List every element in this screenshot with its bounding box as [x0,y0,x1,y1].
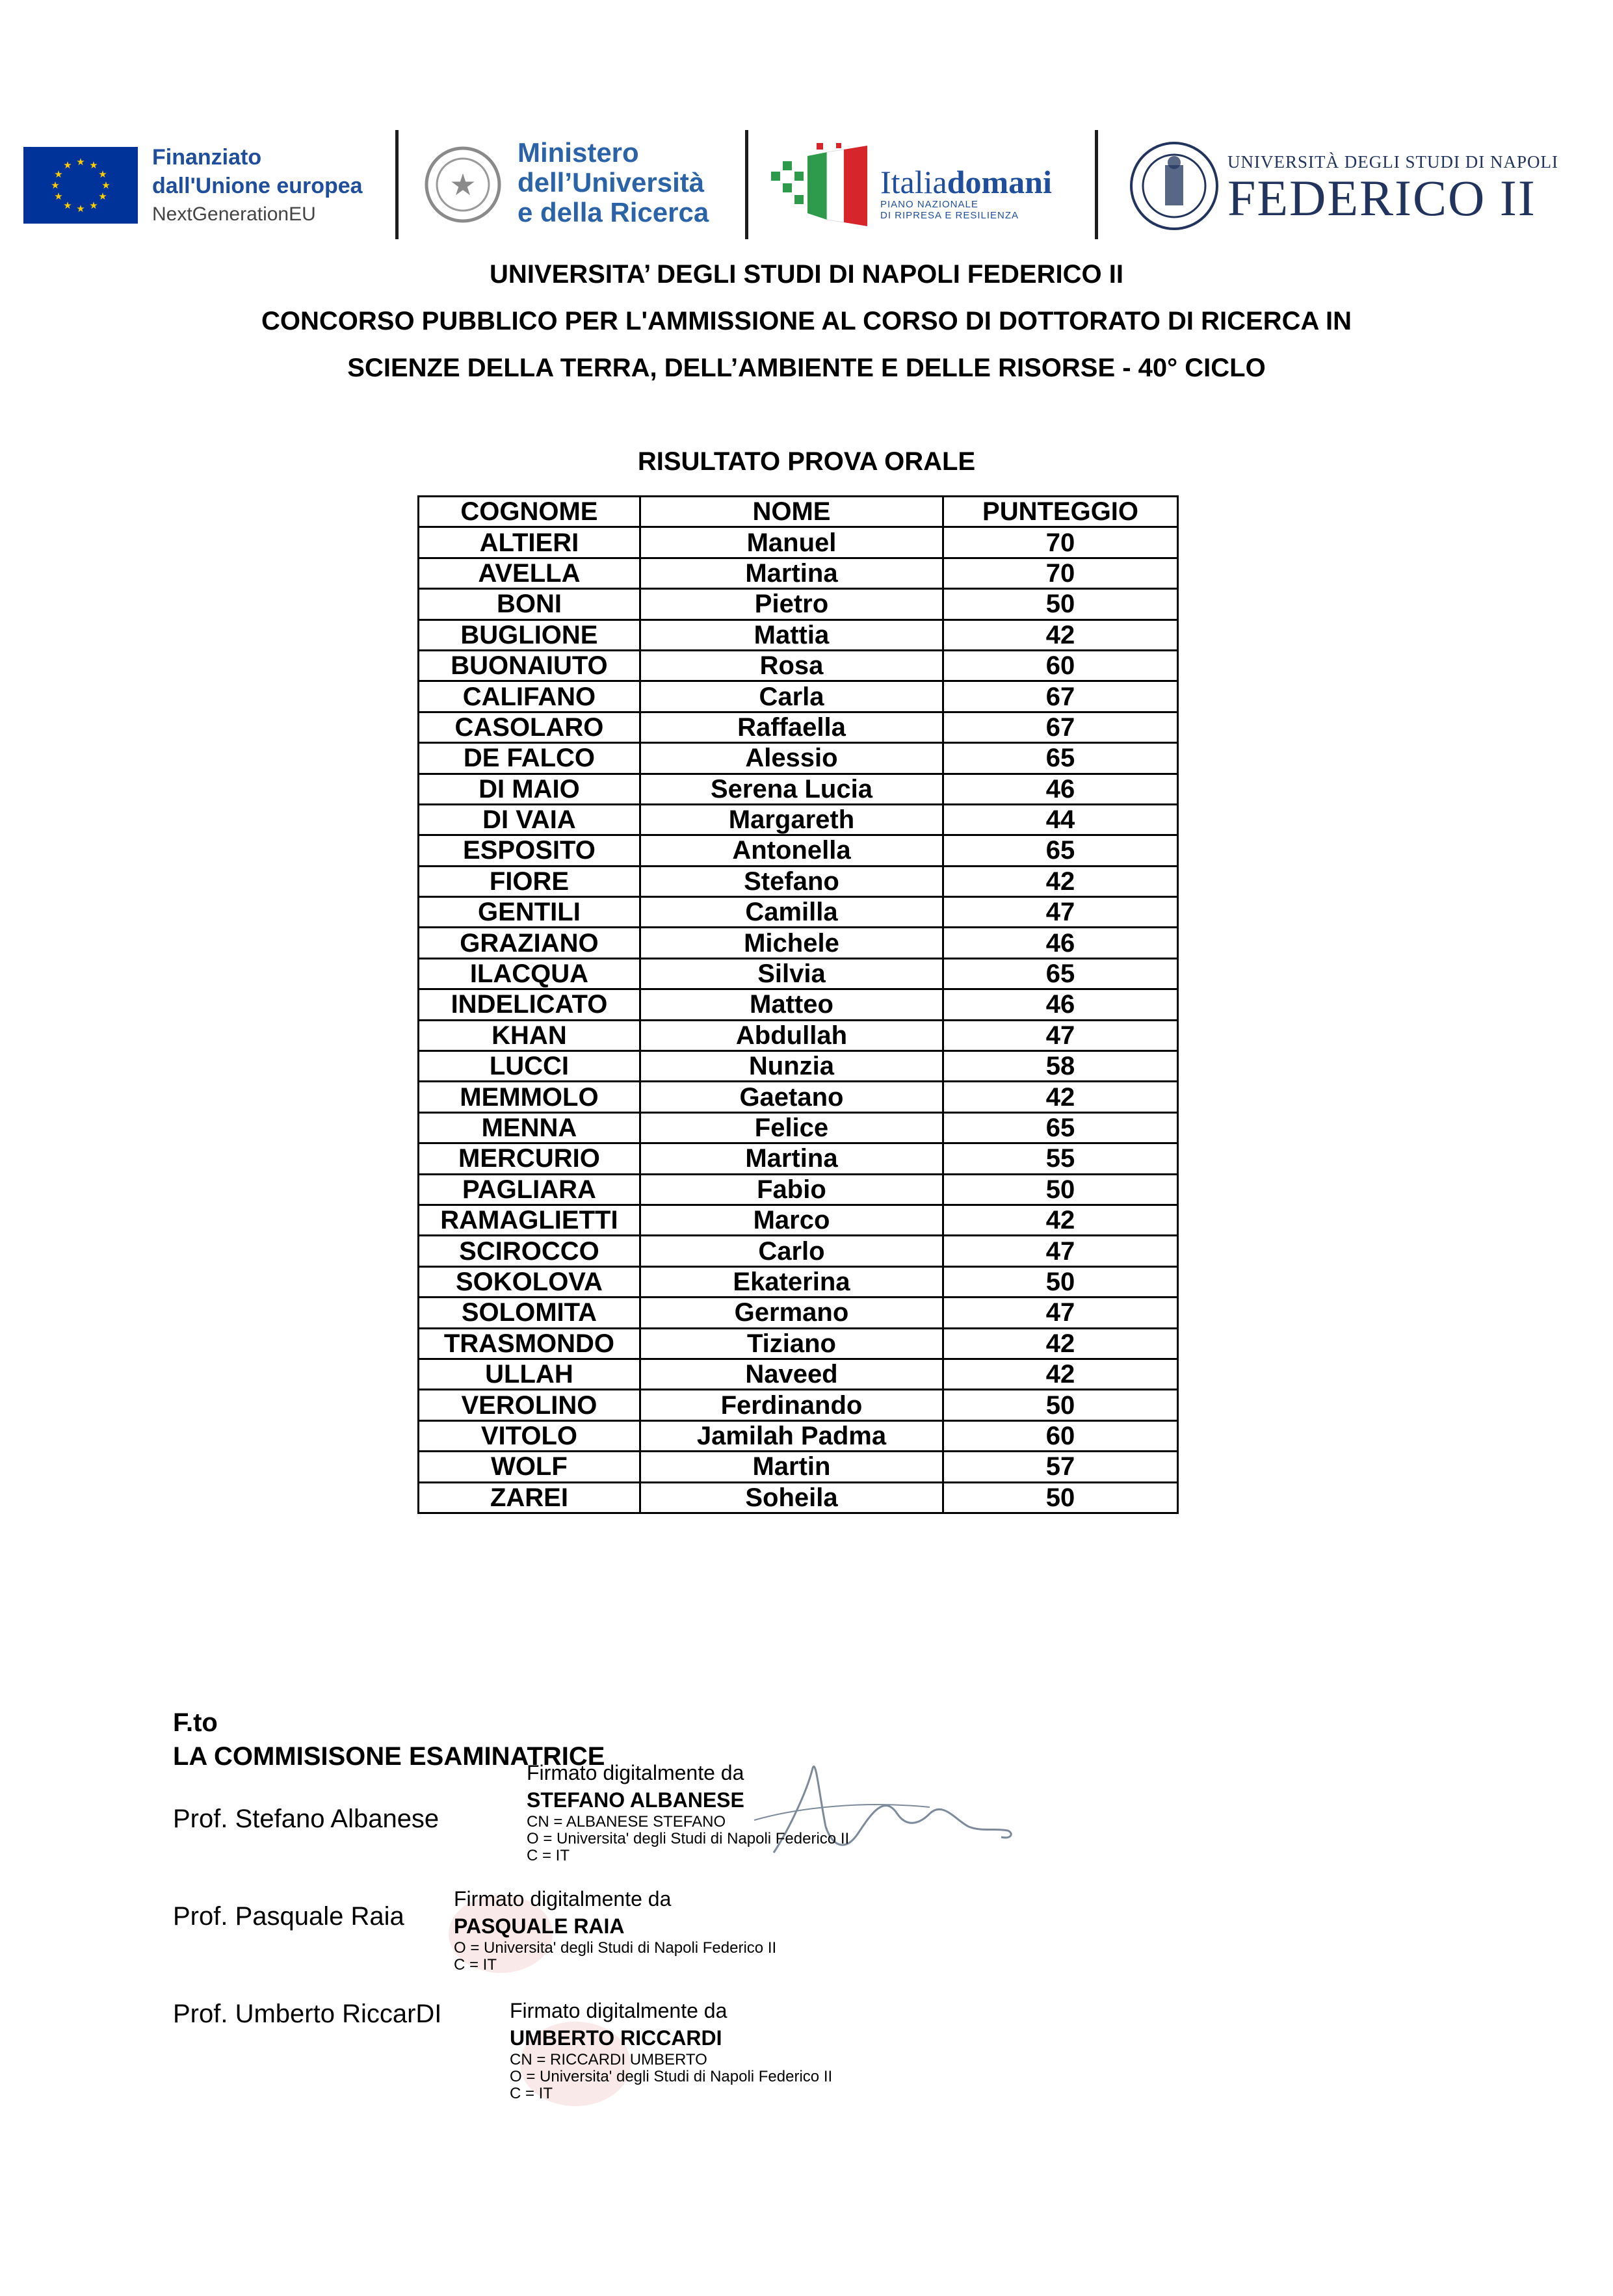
cell-nome: Martina [640,558,943,588]
cell-cognome: CALIFANO [419,681,640,712]
cell-cognome: SOKOLOVA [419,1266,640,1297]
eu-flag-icon [23,147,138,224]
table-row [419,1051,1178,1082]
cell-cognome: AVELLA [419,558,640,588]
ministry-text-line3: e della Ricerca [518,197,709,228]
cell-cognome: BUGLIONE [419,620,640,650]
table-row [419,1390,1178,1420]
cell-punteggio: 46 [943,928,1178,958]
cell-cognome: DI VAIA [419,804,640,835]
table-row [419,1236,1178,1266]
cell-punteggio: 58 [943,1051,1178,1082]
cell-punteggio: 70 [943,527,1178,558]
cell-nome: Ekaterina [640,1266,943,1297]
signature-detail: CN = ALBANESE STEFANO [527,1813,726,1831]
cell-punteggio: 55 [943,1143,1178,1174]
logo-divider [745,130,748,239]
cell-nome: Felice [640,1112,943,1143]
cell-nome: Pietro [640,589,943,620]
table-row [419,1082,1178,1112]
svg-text:★: ★ [76,203,85,215]
cell-nome: Carlo [640,1236,943,1266]
cell-nome: Camilla [640,897,943,928]
cell-cognome: SCIROCCO [419,1236,640,1266]
member-name: Prof. Stefano Albanese [173,1805,439,1833]
logo-divider [1095,130,1098,239]
cell-nome: Carla [640,681,943,712]
cell-punteggio: 60 [943,1420,1178,1451]
header-cognome: COGNOME [419,497,640,527]
signature-lead: Firmato digitalmente da [510,1999,728,2022]
cell-punteggio: 65 [943,835,1178,866]
eu-text-line3: NextGenerationEU [152,203,316,225]
cell-cognome: ULLAH [419,1359,640,1389]
cell-nome: Michele [640,928,943,958]
cell-nome: Fabio [640,1174,943,1205]
svg-text:★: ★ [101,179,111,191]
table-header-row [419,497,1178,527]
cell-nome: Martina [640,1143,943,1174]
cell-cognome: BONI [419,589,640,620]
results-table [417,495,1179,1514]
cell-cognome: INDELICATO [419,989,640,1020]
cell-punteggio: 50 [943,1174,1178,1205]
cell-cognome: DE FALCO [419,743,640,774]
cell-nome: Tiziano [640,1328,943,1359]
table-row [419,804,1178,835]
eu-logo [23,127,394,242]
italiadomani-sub2: DI RIPRESA E RESILIENZA [880,210,1019,221]
italiadomani-flag-icon [771,143,872,226]
table-row [419,1266,1178,1297]
svg-text:★: ★ [51,179,60,191]
svg-text:★: ★ [98,190,107,202]
signature-lead: Firmato digitalmente da [454,1887,672,1911]
cell-punteggio: 67 [943,712,1178,742]
section-title: RISULTATO PROVA ORALE [637,447,976,476]
cell-punteggio: 50 [943,1266,1178,1297]
signature-name: STEFANO ALBANESE [527,1788,744,1812]
italiadomani-sub1: PIANO NAZIONALE [880,199,978,210]
cell-punteggio: 46 [943,989,1178,1020]
italiadomani-logo [771,127,1096,242]
cell-punteggio: 65 [943,743,1178,774]
cell-punteggio: 65 [943,1112,1178,1143]
commission-title: LA COMMISISONE ESAMINATRICE [173,1742,605,1771]
cell-punteggio: 42 [943,1082,1178,1112]
cell-punteggio: 50 [943,1482,1178,1513]
signature-detail: C = IT [510,2085,553,2102]
table-row [419,650,1178,681]
cell-punteggio: 46 [943,774,1178,804]
cell-cognome: LUCCI [419,1051,640,1082]
logo-divider [395,130,399,239]
svg-text:★: ★ [54,190,63,202]
cell-punteggio: 47 [943,897,1178,928]
table-row [419,1298,1178,1328]
cell-nome: Serena Lucia [640,774,943,804]
eu-text-line1: Finanziato [152,145,262,170]
cell-cognome: ILACQUA [419,958,640,989]
ministry-text-line1: Ministero [518,137,639,168]
table-row [419,712,1178,742]
cell-punteggio: 60 [943,650,1178,681]
ministry-text-line2: dell’Università [518,167,705,198]
member-name: Prof. Pasquale Raia [173,1902,404,1931]
cell-punteggio: 65 [943,958,1178,989]
federico-seal-icon [1129,140,1220,231]
svg-text:★: ★ [89,200,98,211]
cell-cognome: MENNA [419,1112,640,1143]
cell-cognome: GENTILI [419,897,640,928]
cell-nome: Gaetano [640,1082,943,1112]
cell-punteggio: 44 [943,804,1178,835]
table-row [419,589,1178,620]
cell-punteggio: 42 [943,866,1178,896]
cell-cognome: SOLOMITA [419,1298,640,1328]
header-nome: NOME [640,497,943,527]
cell-cognome: RAMAGLIETTI [419,1205,640,1235]
signature-detail: O = Universita' degli Studi di Napoli Federico II [454,1939,777,1957]
cell-cognome: ALTIERI [419,527,640,558]
title-university: UNIVERSITA’ DEGLI STUDI DI NAPOLI FEDERICO II [490,260,1123,289]
digital-signature-riccardi [510,1997,832,2102]
cell-punteggio: 42 [943,620,1178,650]
cell-punteggio: 47 [943,1298,1178,1328]
table-row [419,897,1178,928]
cell-punteggio: 42 [943,1328,1178,1359]
eu-text-line2: dall'Unione europea [152,174,363,198]
cell-punteggio: 50 [943,1390,1178,1420]
cell-cognome: MERCURIO [419,1143,640,1174]
logo-header [23,127,1558,242]
cell-nome: Manuel [640,527,943,558]
cell-punteggio: 42 [943,1205,1178,1235]
header-punteggio: PUNTEGGIO [943,497,1178,527]
table-row [419,989,1178,1020]
cell-nome: Jamilah Padma [640,1420,943,1451]
digital-signature-raia [454,1885,776,1974]
signature-detail: C = IT [527,1847,570,1864]
cell-cognome: TRASMONDO [419,1328,640,1359]
cell-punteggio: 70 [943,558,1178,588]
svg-text:★: ★ [89,159,98,171]
cell-nome: Ferdinando [640,1390,943,1420]
table-row [419,1020,1178,1050]
signature-lead: Firmato digitalmente da [527,1761,744,1784]
cell-nome: Matteo [640,989,943,1020]
cell-nome: Germano [640,1298,943,1328]
svg-text:★: ★ [98,168,107,180]
cell-cognome: ESPOSITO [419,835,640,866]
italian-emblem-icon [423,144,503,225]
table-row [419,774,1178,804]
cell-cognome: GRAZIANO [419,928,640,958]
cell-nome: Stefano [640,866,943,896]
table-row [419,866,1178,896]
fto-label: F.to [173,1708,218,1737]
table-row [419,958,1178,989]
signature-name: UMBERTO RICCARDI [510,2026,722,2050]
svg-text:★: ★ [449,167,477,202]
signature-detail: O = Universita' degli Studi di Napoli Federico II [527,1830,850,1847]
cell-nome: Raffaella [640,712,943,742]
cell-cognome: KHAN [419,1020,640,1050]
cell-nome: Nunzia [640,1051,943,1082]
table-row [419,1205,1178,1235]
cell-punteggio: 47 [943,1020,1178,1050]
table-row [419,527,1178,558]
federico-text-line2: FEDERICO II [1227,170,1536,226]
member-name: Prof. Umberto RiccarDI [173,2000,442,2028]
table-row [419,1112,1178,1143]
cell-nome: Alessio [640,743,943,774]
cell-cognome: PAGLIARA [419,1174,640,1205]
cell-punteggio: 67 [943,681,1178,712]
italiadomani-name: Italiadomani [880,164,1052,200]
cell-cognome: DI MAIO [419,774,640,804]
federico-text-line1: UNIVERSITÀ DEGLI STUDI DI NAPOLI [1227,152,1558,172]
cell-nome: Margareth [640,804,943,835]
table-row [419,1452,1178,1482]
cell-cognome: VITOLO [419,1420,640,1451]
cell-punteggio: 50 [943,589,1178,620]
table-row [419,743,1178,774]
signature-detail: CN = RICCARDI UMBERTO [510,2051,707,2068]
table-row [419,1482,1178,1513]
table-row [419,1359,1178,1389]
digital-signature-albanese [527,1759,849,1864]
signature-name: PASQUALE RAIA [454,1914,625,1938]
cell-cognome: ZAREI [419,1482,640,1513]
cell-nome: Abdullah [640,1020,943,1050]
cell-cognome: VEROLINO [419,1390,640,1420]
svg-text:★: ★ [76,156,85,168]
table-row [419,928,1178,958]
cell-nome: Soheila [640,1482,943,1513]
cell-nome: Marco [640,1205,943,1235]
table-row [419,1174,1178,1205]
table-row [419,681,1178,712]
title-competition: CONCORSO PUBBLICO PER L'AMMISSIONE AL CORSO DI DOTTORATO DI RICERCA IN [261,307,1352,335]
title-program: SCIENZE DELLA TERRA, DELL’AMBIENTE E DELLE RISORSE - 40° CICLO [347,354,1266,382]
table-row [419,1328,1178,1359]
cell-nome: Silvia [640,958,943,989]
cell-nome: Martin [640,1452,943,1482]
svg-text:★: ★ [54,168,63,180]
signature-detail: C = IT [454,1956,497,1974]
ministry-logo [423,127,761,242]
cell-punteggio: 47 [943,1236,1178,1266]
cell-cognome: CASOLARO [419,712,640,742]
table-row [419,620,1178,650]
svg-text:★: ★ [63,159,72,171]
table-row [419,835,1178,866]
cell-cognome: FIORE [419,866,640,896]
cell-punteggio: 57 [943,1452,1178,1482]
table-row [419,1420,1178,1451]
table-row [419,1143,1178,1174]
cell-nome: Naveed [640,1359,943,1389]
cell-nome: Rosa [640,650,943,681]
cell-cognome: MEMMOLO [419,1082,640,1112]
cell-cognome: WOLF [419,1452,640,1482]
cell-cognome: BUONAIUTO [419,650,640,681]
table-row [419,558,1178,588]
cell-punteggio: 42 [943,1359,1178,1389]
svg-text:★: ★ [63,200,72,211]
cell-nome: Antonella [640,835,943,866]
federico-logo [1129,127,1558,242]
cell-nome: Mattia [640,620,943,650]
signature-detail: O = Universita' degli Studi di Napoli Federico II [510,2068,833,2085]
